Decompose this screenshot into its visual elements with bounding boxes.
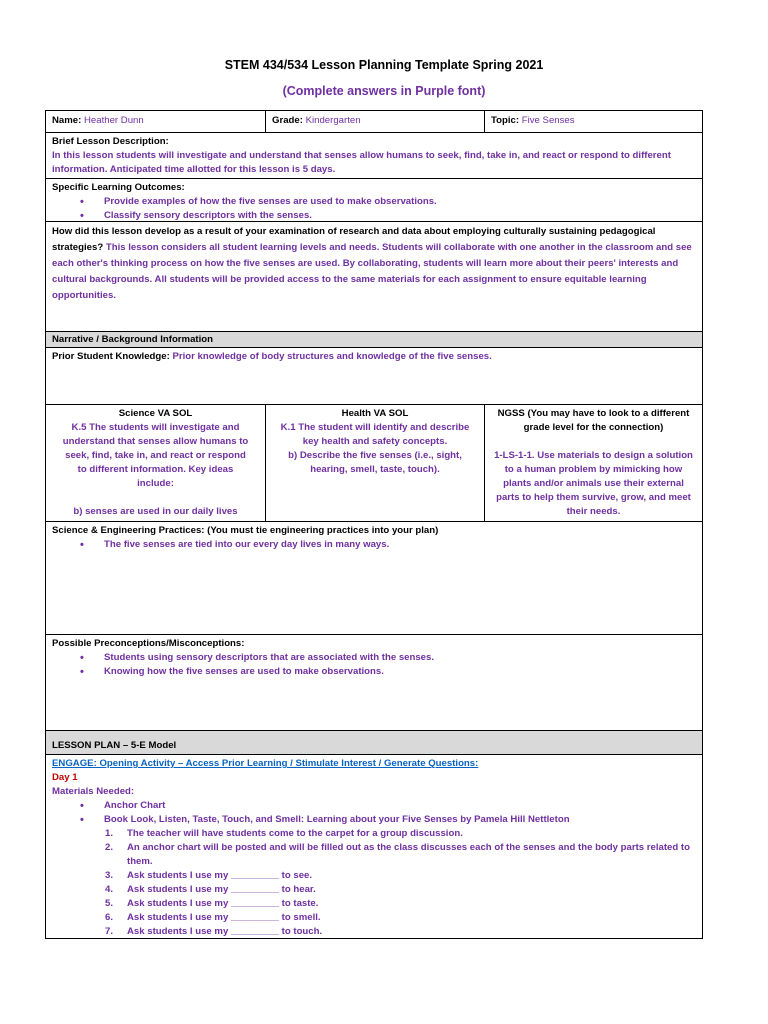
- step-item: [105, 869, 696, 883]
- lesson-plan-header-row: [46, 731, 702, 755]
- practices-label: Science & Engineering Practices: (You must tie engineering practices into your plan): [52, 525, 439, 536]
- step-number: 4.: [105, 884, 114, 895]
- health-sol-sub: b) Describe the five senses (i.e., sight, hearing, smell, taste, touch).: [288, 450, 462, 475]
- preconceptions-row: [46, 635, 702, 731]
- lesson-plan-label: LESSON PLAN – 5-E Model: [52, 740, 177, 751]
- practice-item: • The five senses are tied into our every day lives in many ways.: [104, 538, 696, 552]
- grade-label: Grade:: [272, 115, 303, 126]
- topic-cell: [484, 111, 702, 132]
- ngss-text: 1-LS-1-1. Use materials to design a solution to a human problem by mimicking how plants and/or animals use their external parts to help them survive, grow, and meet their needs.: [494, 450, 693, 517]
- step-number: 7.: [105, 926, 114, 937]
- health-sol-title: Health VA SOL: [341, 408, 409, 419]
- description-row: [46, 133, 702, 179]
- science-sol-title: Science VA SOL: [118, 408, 193, 419]
- practices-row: [46, 522, 702, 635]
- culture-answer: This lesson considers all student learning levels and needs. Students will collaborate with one another in the classroom and see each other's thinking process on how the five senses are used. By collaborating, students will learn more about their peers' interests and cultural backgrounds. All students will be provided access to the same materials for each assignment to ensure equitable learning opportunities.: [52, 242, 692, 301]
- info-row: [46, 111, 702, 133]
- step-number: 5.: [105, 898, 114, 909]
- narrative-label: Narrative / Background Information: [52, 334, 213, 345]
- step-number: 2.: [105, 842, 114, 853]
- science-sol-text: K.5 The students will investigate and understand that senses allow humans to seek, find, take in, and react or respond to different information. Key ideas include:: [62, 422, 249, 489]
- engage-link[interactable]: ENGAGE: Opening Activity – Access Prior Learning / Stimulate Interest / Generate Questions:: [52, 758, 479, 769]
- culture-row: [46, 222, 702, 332]
- prior-knowledge-row: [46, 348, 702, 405]
- practices-list: [52, 538, 696, 552]
- science-sol-cell: [46, 405, 265, 521]
- prior-text: Prior knowledge of body structures and knowledge of the five senses.: [172, 351, 492, 362]
- topic-value: Five Senses: [521, 115, 575, 126]
- name-value: Heather Dunn: [84, 115, 144, 126]
- step-number: 6.: [105, 912, 114, 923]
- step-item: [105, 925, 696, 938]
- step-item: [105, 827, 696, 841]
- step-text: Ask students I use my _________ to hear.: [127, 884, 316, 895]
- step-text: Ask students I use my _________ to taste.: [127, 898, 319, 909]
- health-sol-cell: [265, 405, 484, 521]
- preconceptions-label: Possible Preconceptions/Misconceptions:: [52, 638, 245, 649]
- outcomes-list: [52, 195, 696, 222]
- name-cell: [46, 111, 265, 132]
- page-subtitle: (Complete answers in Purple font): [282, 84, 486, 98]
- standards-row: [46, 405, 702, 522]
- science-sol-sub: b) senses are used in our daily lives: [73, 506, 238, 517]
- step-item: [105, 841, 696, 869]
- materials-label: Materials Needed:: [52, 786, 135, 797]
- step-text: The teacher will have students come to the carpet for a group discussion.: [127, 828, 463, 839]
- topic-label: Topic:: [491, 115, 520, 126]
- step-text: Ask students I use my _________ to touch.: [127, 926, 323, 937]
- material-item: • Book Look, Listen, Taste, Touch, and Smell: Learning about your Five Senses by Pamela Hill Nettleton: [104, 813, 696, 827]
- ngss-title: NGSS (You may have to look to a different grade level for the connection): [497, 408, 690, 433]
- outcomes-label: Specific Learning Outcomes:: [52, 182, 185, 193]
- materials-list: [52, 799, 696, 827]
- lesson-plan-table: [45, 110, 703, 939]
- grade-cell: [265, 111, 484, 132]
- material-item: • Anchor Chart: [104, 799, 696, 813]
- step-item: [105, 883, 696, 897]
- step-item: [105, 911, 696, 925]
- description-label: Brief Lesson Description:: [52, 136, 169, 147]
- preconception-item: • Students using sensory descriptors that are associated with the senses.: [104, 651, 696, 665]
- ngss-cell: [484, 405, 702, 521]
- step-item: [105, 897, 696, 911]
- name-label: Name:: [52, 115, 82, 126]
- step-number: 1.: [105, 828, 114, 839]
- prior-label: Prior Student Knowledge:: [52, 351, 170, 362]
- preconception-item: • Knowing how the five senses are used to make observations.: [104, 665, 696, 679]
- outcome-item: • Provide examples of how the five senses are used to make observations.: [104, 195, 696, 209]
- step-text: Ask students I use my _________ to smell.: [127, 912, 321, 923]
- steps-list: [52, 827, 696, 938]
- step-number: 3.: [105, 870, 114, 881]
- outcomes-row: [46, 179, 702, 222]
- culture-question: How did this lesson develop as a result of your examination of research and data about employing culturally sustaining pedagogical strategies?: [52, 226, 656, 253]
- day-label: Day 1: [52, 772, 78, 783]
- engage-row: [46, 755, 702, 938]
- step-text: An anchor chart will be posted and will be filled out as the class discusses each of the senses and the body parts related to them.: [127, 842, 690, 867]
- outcome-item: • Classify sensory descriptors with the senses.: [104, 209, 696, 222]
- page-title: STEM 434/534 Lesson Planning Template Spring 2021: [224, 58, 544, 72]
- description-text: In this lesson students will investigate and understand that senses allow humans to seek, find, take in, and react or respond to different information. Anticipated time allotted for this lesson is 5 days.: [52, 150, 671, 175]
- grade-value: Kindergarten: [305, 115, 361, 126]
- preconceptions-list: [52, 651, 696, 679]
- narrative-row: [46, 332, 702, 348]
- step-text: Ask students I use my _________ to see.: [127, 870, 313, 881]
- health-sol-text: K.1 The student will identify and describe key health and safety concepts.: [280, 422, 470, 447]
